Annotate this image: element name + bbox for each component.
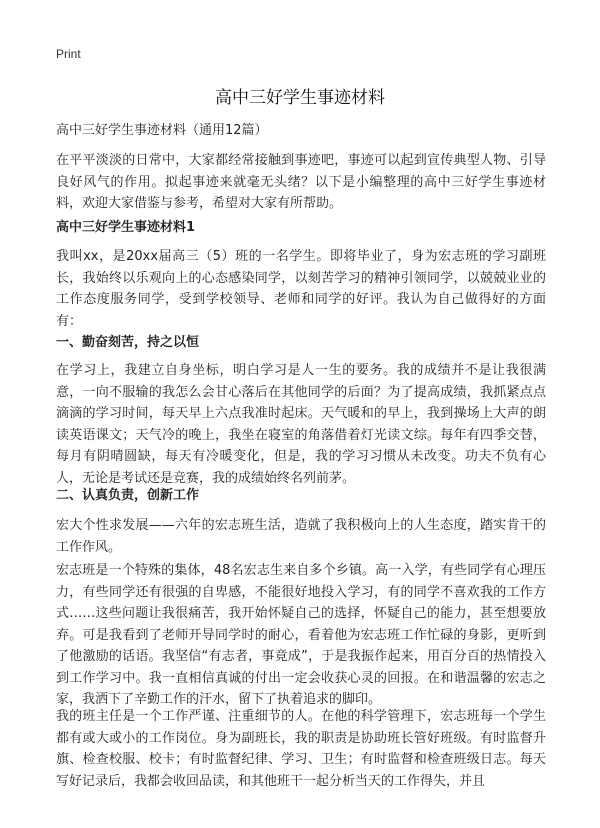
paragraph-2: 在学习上，我建立自身坐标，明白学习是人一生的要务。我的成绩并不是让我很满意，一向不服输的我怎么会甘心落后在其他同学的后面？为了提高成绩，我抓紧点点滴滴的学习时间，每天早上六点我准时起床。天气暖和的早上，我到操场上大声的朗读英语课文；天气冷的晚上，我坐在寝室的角落借着灯光读文综。每年有四季交替，每月有阴晴圆缺，每天有冷暖变化，但是，我的学习习惯从未改变。功夫不负有心人，无论是考试还是竞赛，我的成绩始终名列前茅。 [56,363,546,486]
heading-diligence: 一、勤奋刻苦，持之以恒 [56,335,200,350]
section-title: 高中三好学生事迹材料1 [56,220,196,235]
intro-paragraph: 在平平淡淡的日常中，大家都经常接触到事迹吧，事迹可以起到宣传典型人物、引导良好风气的作用。拟起事迹来就毫无头绪？以下是小编整理的高中三好学生事迹材料，欢迎大家借鉴与参考，希望对大家有所帮助。 [56,153,546,211]
print-link[interactable]: Print [56,47,81,61]
paragraph-1: 我叫xx，是20xx届高三（5）班的一名学生。即将毕业了，身为宏志班的学习副班长，我始终以乐观向上的心态感染同学，以刻苦学习的精神引领同学，以兢兢业业的工作态度服务同学，受到学校领导、老师和同学的好评。我认为自己做得好的方面有： [56,249,546,329]
document-subtitle: 高中三好学生事迹材料（通用12篇） [56,123,268,138]
heading-responsibility: 二、认真负责，创新工作 [56,488,200,503]
paragraph-4: 宏志班是一个特殊的集体，48名宏志生来自多个乡镇。高一入学，有些同学有心理压力，有些同学还有很强的自卑感，不能很好地投入学习，有的同学不喜欢我的工作方式……这些问题让我很痛苦，我开始怀疑自己的选择，怀疑自己的能力，甚至想要放弃。可是我看到了老师开导同学时的耐心，看着他为宏志班工作忙碌的身影，更听到了他激励的话语。我坚信“有志者，事竟成”，于是我振作起来，用百分百的热情投入到工作学习中。我一直相信真诚的付出一定会收获心灵的回报。在和谐温馨的宏志之家，我洒下了辛勤工作的汗水，留下了执着追求的脚印。 [56,563,546,707]
paragraph-5: 我的班主任是一个工作严谨、注重细节的人。在他的科学管理下，宏志班每一个学生都有或大或小的工作岗位。身为副班长，我的职责是协助班长管好班级。有时监督升旗、检查校服、校卡；有时监督纪律、学习、卫生；有时监督和检查班级日志。每天写好记录后，我都会收回品读，和其他班干一起分析当天的工作得失，并且 [56,709,546,789]
document-title: 高中三好学生事迹材料 [215,88,385,108]
paragraph-3: 宏大个性求发展——六年的宏志班生活，造就了我积极向上的人生态度，踏实肯干的工作作风。 [56,518,546,555]
